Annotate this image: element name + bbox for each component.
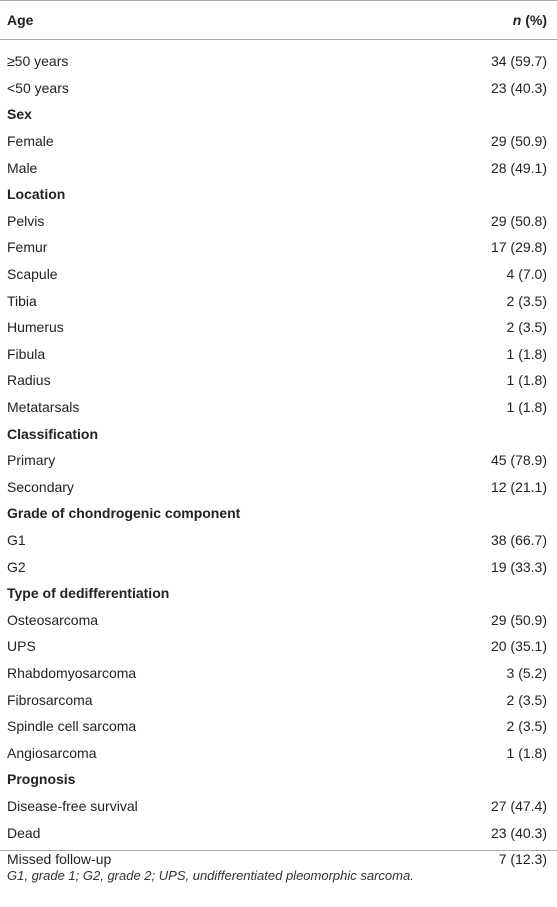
row-value: 27 (47.4) xyxy=(490,797,547,814)
table-row xyxy=(0,234,557,261)
row-value: 23 (40.3) xyxy=(490,824,547,841)
table-footnote: G1, grade 1; G2, grade 2; UPS, undifferentiated pleomorphic sarcoma. xyxy=(7,868,414,883)
table-body xyxy=(0,40,557,872)
row-value: 28 (49.1) xyxy=(490,159,547,176)
row-label: Missed follow-up xyxy=(7,851,112,868)
table-row xyxy=(0,208,557,235)
table-row xyxy=(0,154,557,181)
row-label: G2 xyxy=(7,558,26,575)
row-label: Primary xyxy=(7,452,56,469)
row-label: Female xyxy=(7,133,54,150)
section-header-row xyxy=(0,420,557,447)
row-value: 4 (7.0) xyxy=(506,266,547,283)
row-value: 3 (5.2) xyxy=(506,664,547,681)
row-label: Radius xyxy=(7,372,51,389)
table-row xyxy=(0,606,557,633)
row-label: Metatarsals xyxy=(7,399,80,416)
row-label: G1 xyxy=(7,531,26,548)
table-row xyxy=(0,527,557,554)
header-percent: (%) xyxy=(521,12,547,28)
section-header-row xyxy=(0,181,557,208)
table-row xyxy=(0,713,557,740)
row-value: 2 (3.5) xyxy=(506,718,547,735)
row-value: 1 (1.8) xyxy=(506,399,547,416)
row-value: 19 (33.3) xyxy=(490,558,547,575)
header-label-age: Age xyxy=(7,12,34,28)
section-title: Prognosis xyxy=(7,771,76,788)
row-label: Angiosarcoma xyxy=(7,744,97,761)
table-bottom-rule xyxy=(0,850,557,851)
row-value: 17 (29.8) xyxy=(490,239,547,256)
section-title: Sex xyxy=(7,106,32,123)
table-row xyxy=(0,474,557,501)
row-label: UPS xyxy=(7,638,36,655)
row-value: 2 (3.5) xyxy=(506,319,547,336)
table-row xyxy=(0,793,557,820)
row-value: 45 (78.9) xyxy=(490,452,547,469)
row-label: Disease-free survival xyxy=(7,797,138,814)
row-value: 12 (21.1) xyxy=(490,478,547,495)
row-value: 34 (59.7) xyxy=(490,53,547,70)
table-row xyxy=(0,367,557,394)
row-label: Pelvis xyxy=(7,212,45,229)
row-value: 38 (66.7) xyxy=(490,531,547,548)
table-row xyxy=(0,314,557,341)
section-title: Type of dedifferentiation xyxy=(7,585,170,602)
row-value: 20 (35.1) xyxy=(490,638,547,655)
table-row xyxy=(0,553,557,580)
row-label: Rhabdomyosarcoma xyxy=(7,664,137,681)
section-header-row xyxy=(0,580,557,607)
table-row xyxy=(0,447,557,474)
section-header-row xyxy=(0,500,557,527)
row-value: 7 (12.3) xyxy=(498,851,547,868)
table-row xyxy=(0,341,557,368)
row-value: 1 (1.8) xyxy=(506,744,547,761)
row-label: ≥50 years xyxy=(7,53,69,70)
table-row xyxy=(0,739,557,766)
row-label: Tibia xyxy=(7,292,37,309)
table-row xyxy=(0,394,557,421)
header-label-n-percent xyxy=(513,12,547,28)
table-row xyxy=(0,48,557,75)
table-row xyxy=(0,819,557,846)
row-label: Dead xyxy=(7,824,41,841)
row-label: Humerus xyxy=(7,319,64,336)
section-header-row xyxy=(0,766,557,793)
row-value: 1 (1.8) xyxy=(506,345,547,362)
section-title: Classification xyxy=(7,425,99,442)
row-value: 29 (50.9) xyxy=(490,133,547,150)
row-value: 23 (40.3) xyxy=(490,79,547,96)
table-row xyxy=(0,128,557,155)
row-value: 1 (1.8) xyxy=(506,372,547,389)
row-label: Secondary xyxy=(7,478,74,495)
section-title: Location xyxy=(7,186,66,203)
table-row xyxy=(0,686,557,713)
table-row xyxy=(0,261,557,288)
row-label: Femur xyxy=(7,239,48,256)
row-label: Fibrosarcoma xyxy=(7,691,93,708)
row-label: Fibula xyxy=(7,345,46,362)
row-value: 2 (3.5) xyxy=(506,292,547,309)
table-row xyxy=(0,660,557,687)
section-title: Grade of chondrogenic component xyxy=(7,505,241,522)
table-row xyxy=(0,75,557,102)
row-label: Spindle cell sarcoma xyxy=(7,718,137,735)
row-label: Osteosarcoma xyxy=(7,611,99,628)
row-label: <50 years xyxy=(7,79,69,96)
table-header-row xyxy=(0,1,557,39)
row-value: 2 (3.5) xyxy=(506,691,547,708)
table-row xyxy=(0,633,557,660)
row-value: 29 (50.8) xyxy=(490,212,547,229)
row-label: Male xyxy=(7,159,38,176)
row-label: Scapule xyxy=(7,266,58,283)
header-n-italic: n xyxy=(512,12,522,28)
row-value: 29 (50.9) xyxy=(490,611,547,628)
table-row xyxy=(0,287,557,314)
section-header-row xyxy=(0,101,557,128)
